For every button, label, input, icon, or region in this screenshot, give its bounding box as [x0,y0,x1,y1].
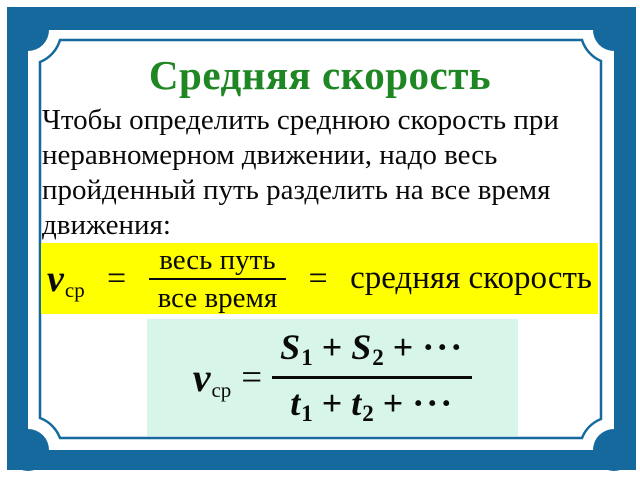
distance-term-2-subscript: 2 [372,345,384,371]
plus-sign: + [321,383,343,423]
paragraph-line: пройденный путь разделить на все время [42,174,551,206]
paragraph-line: неравномерном движении, надо весь [42,139,498,171]
sum-fraction [272,324,472,431]
body-paragraph [42,103,559,243]
slide-title: Средняя скорость [148,52,492,98]
word-fraction [149,243,287,315]
plus-sign: + [392,327,414,367]
distance-term-2: S [351,327,372,367]
ellipsis-dots: ··· [422,327,465,367]
plus-sign: + [321,327,343,367]
fraction-bar [149,278,287,280]
ellipsis-dots: ··· [412,383,455,423]
distance-term-1: S [280,327,301,367]
word-formula-box [41,243,598,314]
time-term-2: t [351,383,362,423]
time-term-1-subscript: 1 [301,401,313,427]
paragraph-line: движения: [42,209,171,241]
velocity-subscript: ср [211,378,232,403]
sum-formula-box [147,319,518,436]
fraction-denominator [282,380,462,431]
velocity-letter: v [47,257,64,300]
fraction-denominator: все время [157,281,278,314]
velocity-symbol [47,257,85,303]
distance-term-1-subscript: 1 [301,345,313,371]
plus-sign: + [382,383,404,423]
equals-sign: = [107,259,127,297]
fraction-numerator [272,324,472,375]
equals-sign: = [308,259,328,297]
time-term-1: t [290,383,301,423]
time-term-2-subscript: 2 [362,401,374,427]
velocity-subscript: ср [64,278,85,303]
fraction-numerator: весь путь [159,243,276,276]
velocity-symbol [192,354,232,403]
velocity-letter: v [192,354,211,400]
paragraph-line: Чтобы определить среднюю скорость при [42,104,559,136]
equals-sign: = [241,357,263,398]
formula-result-label: средняя скорость [350,260,592,296]
